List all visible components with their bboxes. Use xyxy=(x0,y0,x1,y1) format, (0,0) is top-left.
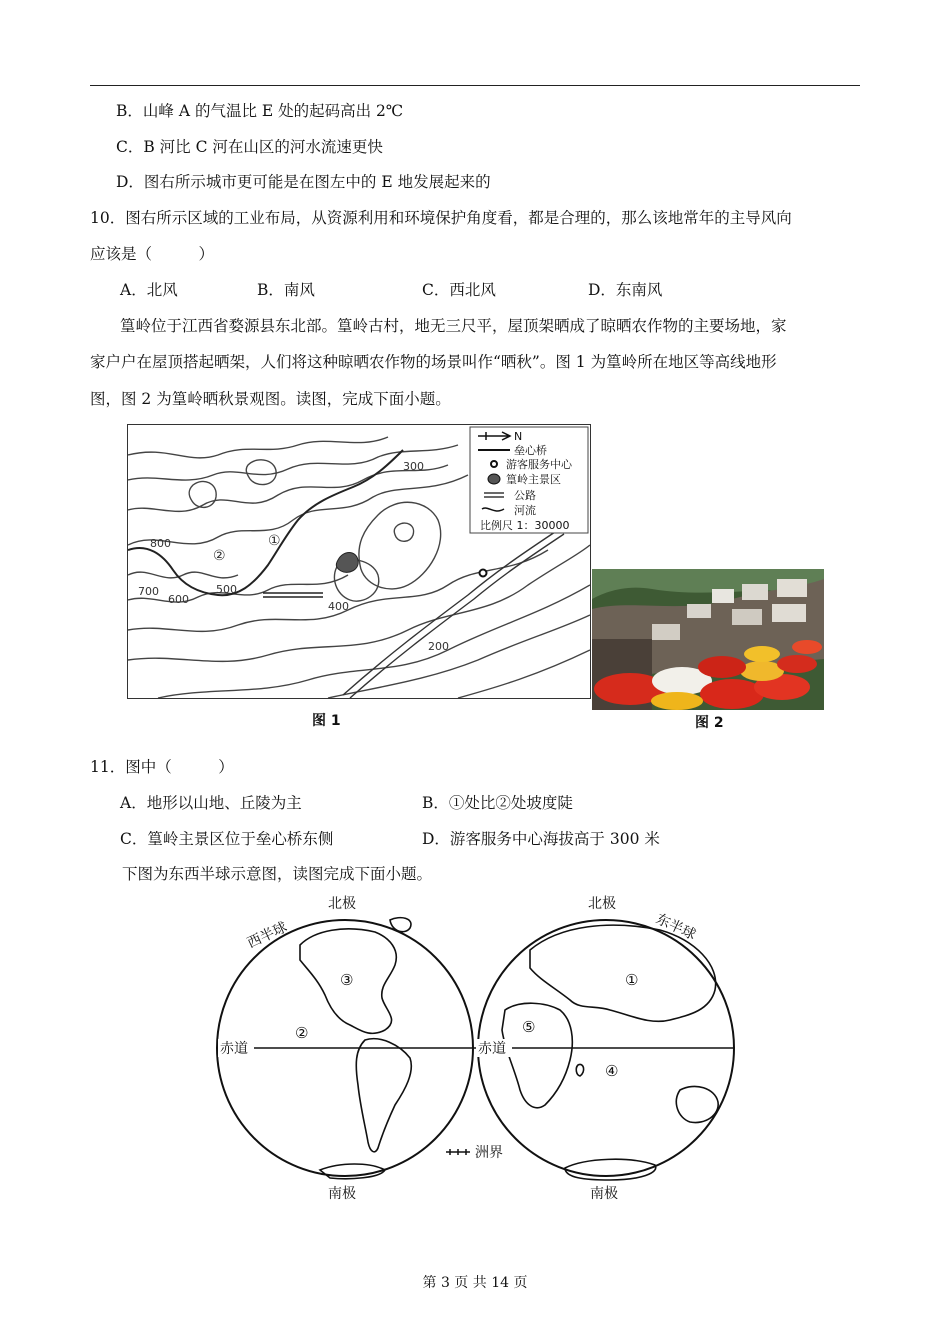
q11-option-d: D．游客服务中心海拔高于 300 米 xyxy=(422,830,660,848)
eastern-hemisphere-label: 东半球 xyxy=(653,911,699,944)
legend-bridge: 垒心桥 xyxy=(514,444,547,457)
passage-line1: 篁岭位于江西省婺源县东北部。篁岭古村，地无三尺平，屋顶架晒成了晾晒农作物的主要场地，家 xyxy=(120,317,787,335)
boundary-legend-icon xyxy=(446,1149,470,1155)
equator-label-east: 赤道 xyxy=(478,1041,506,1057)
header-rule xyxy=(90,85,860,86)
contour-label-200: 200 xyxy=(428,640,449,653)
contour-line xyxy=(128,572,238,578)
q10-option-d: D．东南风 xyxy=(588,281,663,299)
australia-outline xyxy=(676,1086,718,1122)
q11-option-c: C．篁岭主景区位于垒心桥东侧 xyxy=(120,830,334,848)
africa-outline xyxy=(502,1003,572,1107)
page-footer: 第 3 页 共 14 页 xyxy=(422,1275,528,1291)
western-hemisphere-label: 西半球 xyxy=(244,919,290,952)
q10-stem-line1: 10．图右所示区域的工业布局，从资源利用和环境保护角度看，都是合理的，那么该地常年的主导风向 xyxy=(90,209,792,227)
north-pole-west: 北极 xyxy=(328,896,356,912)
contour-line xyxy=(128,475,468,545)
contour-line xyxy=(458,650,590,698)
q9-option-c: C．B 河比 C 河在山区的河水流速更快 xyxy=(116,138,383,156)
fig1-caption: 图 1 xyxy=(312,713,341,729)
contour-label-600: 600 xyxy=(168,593,189,606)
marker-1: ① xyxy=(268,533,281,549)
fig2-caption: 图 2 xyxy=(695,715,724,731)
contour-label-300: 300 xyxy=(403,460,424,473)
north-pole-east: 北极 xyxy=(588,896,616,912)
passage-line3: 图，图 2 为篁岭晒秋景观图。读图，完成下面小题。 xyxy=(90,390,451,408)
q10-option-c: C．西北风 xyxy=(422,281,496,299)
q10-stem-line2: 应该是（ ） xyxy=(90,245,215,263)
contour-map-svg xyxy=(128,425,590,698)
legend-river: 河流 xyxy=(514,504,536,517)
bridge-symbol xyxy=(263,593,323,597)
equator-label-west: 赤道 xyxy=(220,1041,248,1057)
contour-label-500: 500 xyxy=(216,583,237,596)
legend-scenic-icon xyxy=(488,474,500,484)
q9-option-d: D．图右所示城市更可能是在图左中的 E 地发展起来的 xyxy=(116,173,491,191)
hemispheres-intro: 下图为东西半球示意图，读图完成下面小题。 xyxy=(122,865,433,883)
visitor-center-symbol xyxy=(480,570,487,577)
passage-line2: 家户户在屋顶搭起晒架，人们将这种晾晒农作物的场景叫作“晒秋”。图 1 为篁岭所在地区等高线地形 xyxy=(90,353,777,371)
legend-scale: 比例尺 1：30000 xyxy=(480,519,570,532)
village-photo xyxy=(592,569,824,710)
legend-visitor: 游客服务中心 xyxy=(506,458,572,471)
south-america-outline xyxy=(356,1039,411,1152)
madagascar-outline xyxy=(576,1064,583,1076)
region-marker-1: ① xyxy=(625,971,639,989)
village-photo-svg xyxy=(592,569,824,710)
q11-option-a: A．地形以山地、丘陵为主 xyxy=(120,794,302,812)
legend-visitor-icon xyxy=(491,461,497,467)
contour-label-400: 400 xyxy=(328,600,349,613)
contour-line xyxy=(328,615,590,698)
scenic-area-symbol xyxy=(336,553,358,573)
region-marker-4: ④ xyxy=(605,1062,619,1080)
q10-option-b: B．南风 xyxy=(257,281,315,299)
contour-label-800: 800 xyxy=(150,537,171,550)
contour-hill xyxy=(189,481,216,507)
contour-hill xyxy=(246,460,276,485)
legend-scenic: 篁岭主景区 xyxy=(506,473,561,486)
south-pole-east: 南极 xyxy=(590,1186,618,1202)
region-marker-3: ③ xyxy=(340,971,354,989)
contour-hill xyxy=(394,523,413,541)
south-pole-west: 南极 xyxy=(328,1186,356,1202)
region-marker-2: ② xyxy=(295,1024,309,1042)
contour-line xyxy=(128,575,348,602)
q11-stem: 11．图中（ ） xyxy=(90,758,234,776)
contour-map xyxy=(127,424,591,699)
q11-option-b: B．①处比②处坡度陡 xyxy=(422,794,573,812)
boundary-legend-label: 洲界 xyxy=(475,1145,503,1161)
marker-2: ② xyxy=(213,548,226,564)
legend-road: 公路 xyxy=(514,489,536,502)
contour-line xyxy=(128,437,388,458)
region-marker-5: ⑤ xyxy=(522,1018,536,1036)
hemispheres-diagram xyxy=(200,890,760,1210)
legend-north: N xyxy=(514,430,523,443)
hemispheres-svg xyxy=(200,890,760,1210)
contour-hill xyxy=(359,502,441,589)
river-path xyxy=(128,450,403,595)
contour-label-700: 700 xyxy=(138,585,159,598)
q10-option-a: A．北风 xyxy=(120,281,178,299)
contour-line xyxy=(128,465,448,511)
q9-option-b: B．山峰 A 的气温比 E 处的起码高出 2℃ xyxy=(116,102,404,120)
